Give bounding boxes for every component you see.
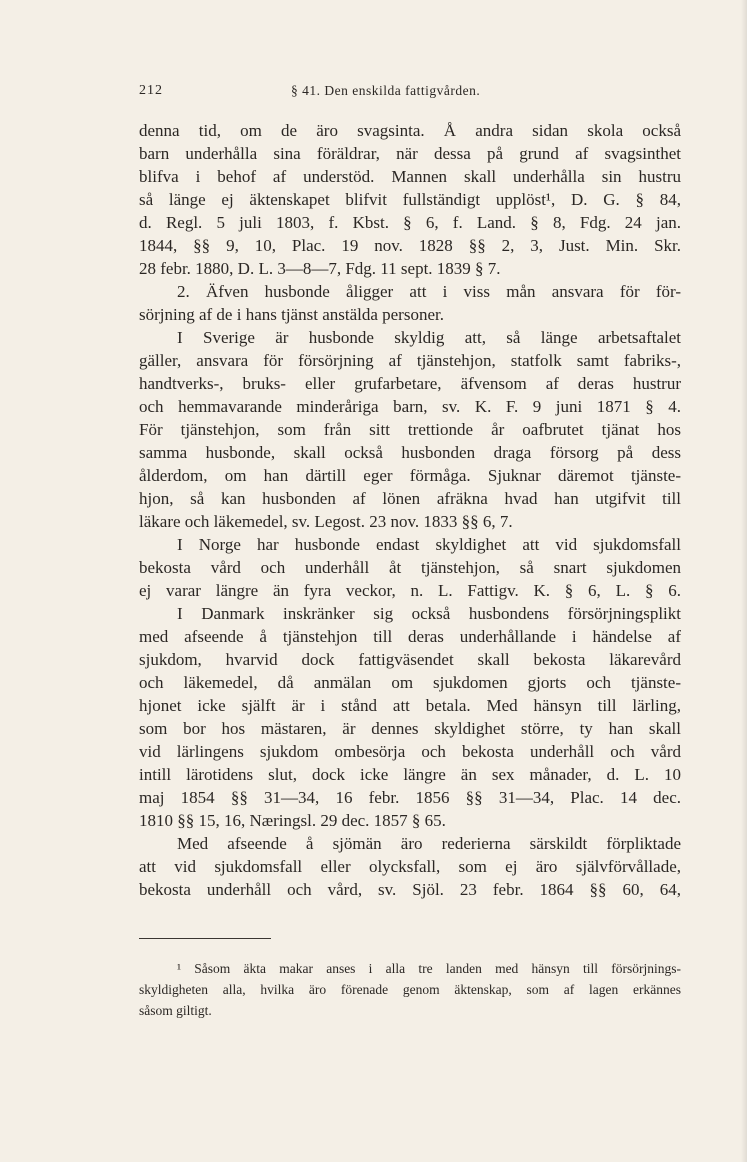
text-line: att vid sjukdomsfall eller olycksfall, som ej äro självförvållade,: [139, 857, 681, 876]
text-line: handtverks-, bruks- eller grufarbetare, äfvensom af deras hustrur: [139, 374, 681, 393]
text-line: hjon, så kan husbonden af lönen afräkna hvad han utgifvit till: [139, 489, 681, 508]
text-line: I Norge har husbonde endast skyldighet att vid sjukdomsfall: [177, 535, 681, 554]
footnote-divider: [139, 938, 271, 939]
footnote-line: ¹ Såsom äkta makar anses i alla tre landen med hänsyn till försörjnings-: [177, 961, 681, 976]
text-line: med afseende å tjänstehjon till deras underhållande i händelse af: [139, 627, 681, 646]
text-line: och läkemedel, då anmälan om sjukdomen gjorts och tjänste-: [139, 673, 681, 692]
text-line: I Danmark inskränker sig också husbondens försörjningsplikt: [177, 604, 681, 623]
text-line: I Sverige är husbonde skyldig att, så länge arbetsaftalet: [177, 328, 681, 347]
text-line: så länge ej äktenskapet blifvit fullständigt upplöst¹, D. G. § 84,: [139, 190, 681, 209]
text-line: sörjning af de i hans tjänst anstälda personer.: [139, 305, 444, 324]
footnotes: [139, 958, 681, 1021]
text-line: samma husbonde, skall också husbonden draga försorg på dess: [139, 443, 681, 462]
page-edge-shadow: [741, 0, 747, 1162]
text-line: 2. Äfven husbonde åligger att i viss mån ansvara för för-: [177, 282, 681, 301]
text-line: d. Regl. 5 juli 1803, f. Kbst. § 6, f. Land. § 8, Fdg. 24 jan.: [139, 213, 681, 232]
body-text: [139, 119, 681, 901]
text-line: För tjänstehjon, som från sitt trettionde år oafbrutet tjänat hos: [139, 420, 681, 439]
text-line: som bor hos mästaren, är dennes skyldighet större, ty han skall: [139, 719, 681, 738]
text-line: sjukdom, hvarvid dock fattigväsendet skall bekosta läkarevård: [139, 650, 681, 669]
text-line: ej varar längre än fyra veckor, n. L. Fattigv. K. § 6, L. § 6.: [139, 581, 681, 600]
text-line: 28 febr. 1880, D. L. 3—8—7, Fdg. 11 sept. 1839 § 7.: [139, 259, 501, 278]
text-line: hjonet icke själft är i stånd att betala. Med hänsyn till lärling,: [139, 696, 681, 715]
text-line: ålderdom, om han därtill eger förmåga. Sjuknar däremot tjänste-: [139, 466, 681, 485]
text-line: 1844, §§ 9, 10, Plac. 19 nov. 1828 §§ 2, 3, Just. Min. Skr.: [139, 236, 681, 255]
footnote-line: såsom giltigt.: [139, 1003, 212, 1018]
text-line: maj 1854 §§ 31—34, 16 febr. 1856 §§ 31—34, Plac. 14 dec.: [139, 788, 681, 807]
running-head: [139, 83, 684, 105]
text-line: bekosta vård och underhåll åt tjänstehjon, så snart sjukdomen: [139, 558, 681, 577]
section-title: § 41. Den enskilda fattigvården.: [291, 83, 481, 98]
text-line: barn underhålla sina föräldrar, när dessa på grund af svagsinthet: [139, 144, 681, 163]
text-line: gäller, ansvara för försörjning af tjänstehjon, statfolk samt fabriks-,: [139, 351, 681, 370]
text-line: bekosta underhåll och vård, sv. Sjöl. 23 febr. 1864 §§ 60, 64,: [139, 880, 681, 899]
text-line: Med afseende å sjömän äro rederierna särskildt förpliktade: [177, 834, 681, 853]
text-line: och hemmavarande minderåriga barn, sv. K. F. 9 juni 1871 § 4.: [139, 397, 681, 416]
text-line: läkare och läkemedel, sv. Legost. 23 nov. 1833 §§ 6, 7.: [139, 512, 513, 531]
text-line: denna tid, om de äro svagsinta. Å andra sidan skola också: [139, 121, 681, 140]
text-line: blifva i behof af understöd. Mannen skall underhålla sin hustru: [139, 167, 681, 186]
page-number: 212: [139, 83, 163, 98]
footnote-line: skyldigheten alla, hvilka äro förenade genom äktenskap, som af lagen erkännes: [139, 982, 681, 997]
text-line: 1810 §§ 15, 16, Næringsl. 29 dec. 1857 § 65.: [139, 811, 446, 830]
text-line: vid lärlingens sjukdom ombesörja och bekosta underhåll och vård: [139, 742, 681, 761]
text-line: intill lärotidens slut, dock icke längre än sex månader, d. L. 10: [139, 765, 681, 784]
